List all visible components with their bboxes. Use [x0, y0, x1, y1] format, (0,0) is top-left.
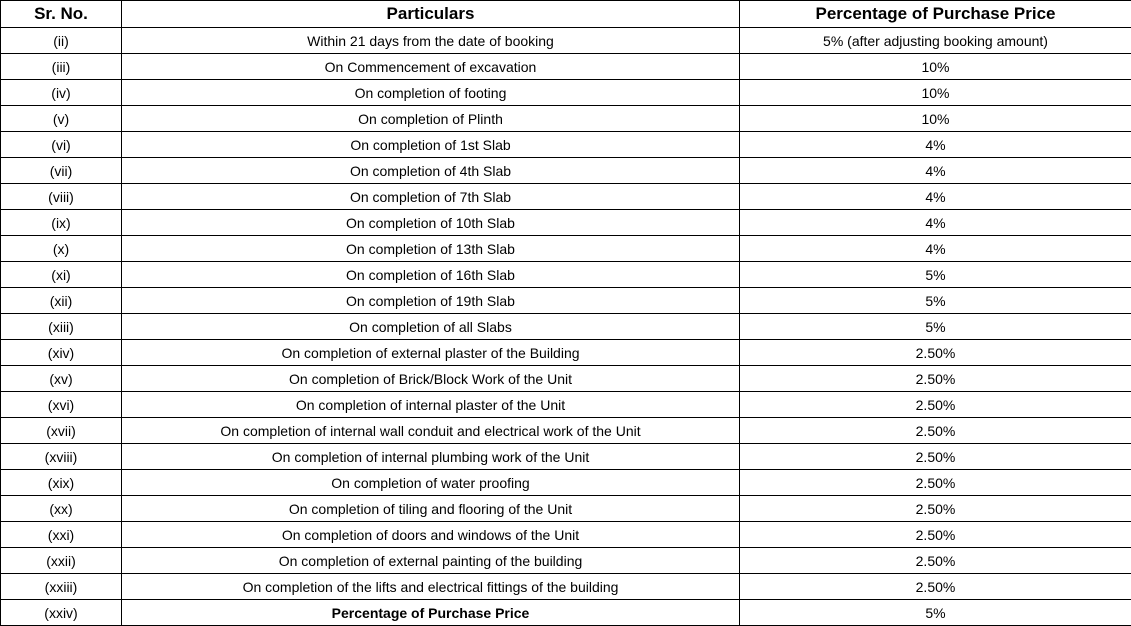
cell-percentage: 2.50%: [740, 444, 1131, 470]
cell-percentage: 2.50%: [740, 548, 1131, 574]
cell-particulars: On completion of 4th Slab: [122, 158, 740, 184]
cell-sr-no: (xxiii): [1, 574, 122, 600]
cell-percentage: 10%: [740, 80, 1131, 106]
cell-percentage: 2.50%: [740, 340, 1131, 366]
cell-particulars: On completion of internal wall conduit and electrical work of the Unit: [122, 418, 740, 444]
cell-particulars: On completion of internal plumbing work of the Unit: [122, 444, 740, 470]
cell-sr-no: (iv): [1, 80, 122, 106]
table-row: [1, 574, 1131, 600]
table-row: [1, 340, 1131, 366]
table-row: [1, 548, 1131, 574]
cell-particulars: On completion of all Slabs: [122, 314, 740, 340]
table-body: [1, 28, 1131, 626]
cell-sr-no: (xx): [1, 496, 122, 522]
table-row: [1, 184, 1131, 210]
table-row: [1, 158, 1131, 184]
cell-percentage: 2.50%: [740, 392, 1131, 418]
cell-particulars: On Commencement of excavation: [122, 54, 740, 80]
table-row: [1, 28, 1131, 54]
cell-percentage: 5%: [740, 288, 1131, 314]
cell-percentage: 4%: [740, 184, 1131, 210]
table-row: [1, 496, 1131, 522]
cell-sr-no: (x): [1, 236, 122, 262]
cell-particulars: Percentage of Purchase Price: [122, 600, 740, 626]
cell-sr-no: (xiv): [1, 340, 122, 366]
cell-sr-no: (xv): [1, 366, 122, 392]
cell-particulars: On completion of 7th Slab: [122, 184, 740, 210]
cell-sr-no: (xxiv): [1, 600, 122, 626]
cell-particulars: On completion of water proofing: [122, 470, 740, 496]
cell-sr-no: (iii): [1, 54, 122, 80]
cell-percentage: 4%: [740, 132, 1131, 158]
table-row: [1, 522, 1131, 548]
cell-sr-no: (vi): [1, 132, 122, 158]
header-row: [1, 1, 1131, 28]
table-row: [1, 392, 1131, 418]
table-row: [1, 210, 1131, 236]
cell-sr-no: (viii): [1, 184, 122, 210]
table-row: [1, 470, 1131, 496]
cell-particulars: On completion of external painting of the building: [122, 548, 740, 574]
cell-sr-no: (xii): [1, 288, 122, 314]
cell-sr-no: (xvi): [1, 392, 122, 418]
cell-sr-no: (xiii): [1, 314, 122, 340]
table-row: [1, 132, 1131, 158]
cell-percentage: 5%: [740, 600, 1131, 626]
cell-sr-no: (ii): [1, 28, 122, 54]
cell-percentage: 5% (after adjusting booking amount): [740, 28, 1131, 54]
table-row: [1, 288, 1131, 314]
header-particulars: Particulars: [122, 1, 740, 28]
cell-percentage: 4%: [740, 158, 1131, 184]
cell-sr-no: (xviii): [1, 444, 122, 470]
cell-particulars: On completion of tiling and flooring of the Unit: [122, 496, 740, 522]
cell-percentage: 10%: [740, 106, 1131, 132]
cell-particulars: On completion of 1st Slab: [122, 132, 740, 158]
cell-percentage: 10%: [740, 54, 1131, 80]
header-percentage: Percentage of Purchase Price: [740, 1, 1131, 28]
cell-percentage: 2.50%: [740, 522, 1131, 548]
cell-particulars: On completion of Brick/Block Work of the Unit: [122, 366, 740, 392]
cell-percentage: 4%: [740, 236, 1131, 262]
cell-sr-no: (xi): [1, 262, 122, 288]
cell-particulars: On completion of footing: [122, 80, 740, 106]
cell-sr-no: (vii): [1, 158, 122, 184]
table-row: [1, 236, 1131, 262]
cell-particulars: On completion of 19th Slab: [122, 288, 740, 314]
table-header: [1, 1, 1131, 28]
table-row: [1, 366, 1131, 392]
cell-sr-no: (xxi): [1, 522, 122, 548]
cell-sr-no: (xix): [1, 470, 122, 496]
cell-particulars: On completion of the lifts and electrical fittings of the building: [122, 574, 740, 600]
header-sr-no: Sr. No.: [1, 1, 122, 28]
cell-sr-no: (v): [1, 106, 122, 132]
cell-particulars: On completion of doors and windows of the Unit: [122, 522, 740, 548]
table-row: [1, 600, 1131, 626]
table-row: [1, 80, 1131, 106]
table-row: [1, 54, 1131, 80]
table-row: [1, 262, 1131, 288]
cell-sr-no: (ix): [1, 210, 122, 236]
cell-particulars: On completion of 10th Slab: [122, 210, 740, 236]
cell-particulars: On completion of Plinth: [122, 106, 740, 132]
cell-sr-no: (xvii): [1, 418, 122, 444]
cell-sr-no: (xxii): [1, 548, 122, 574]
cell-percentage: 2.50%: [740, 496, 1131, 522]
table-row: [1, 418, 1131, 444]
table-row: [1, 314, 1131, 340]
cell-percentage: 2.50%: [740, 366, 1131, 392]
cell-percentage: 5%: [740, 262, 1131, 288]
cell-percentage: 2.50%: [740, 470, 1131, 496]
cell-percentage: 4%: [740, 210, 1131, 236]
cell-particulars: On completion of 13th Slab: [122, 236, 740, 262]
cell-percentage: 2.50%: [740, 418, 1131, 444]
cell-particulars: On completion of 16th Slab: [122, 262, 740, 288]
cell-particulars: On completion of external plaster of the Building: [122, 340, 740, 366]
cell-particulars: On completion of internal plaster of the Unit: [122, 392, 740, 418]
table-row: [1, 444, 1131, 470]
cell-particulars: Within 21 days from the date of booking: [122, 28, 740, 54]
table-row: [1, 106, 1131, 132]
cell-percentage: 2.50%: [740, 574, 1131, 600]
cell-percentage: 5%: [740, 314, 1131, 340]
